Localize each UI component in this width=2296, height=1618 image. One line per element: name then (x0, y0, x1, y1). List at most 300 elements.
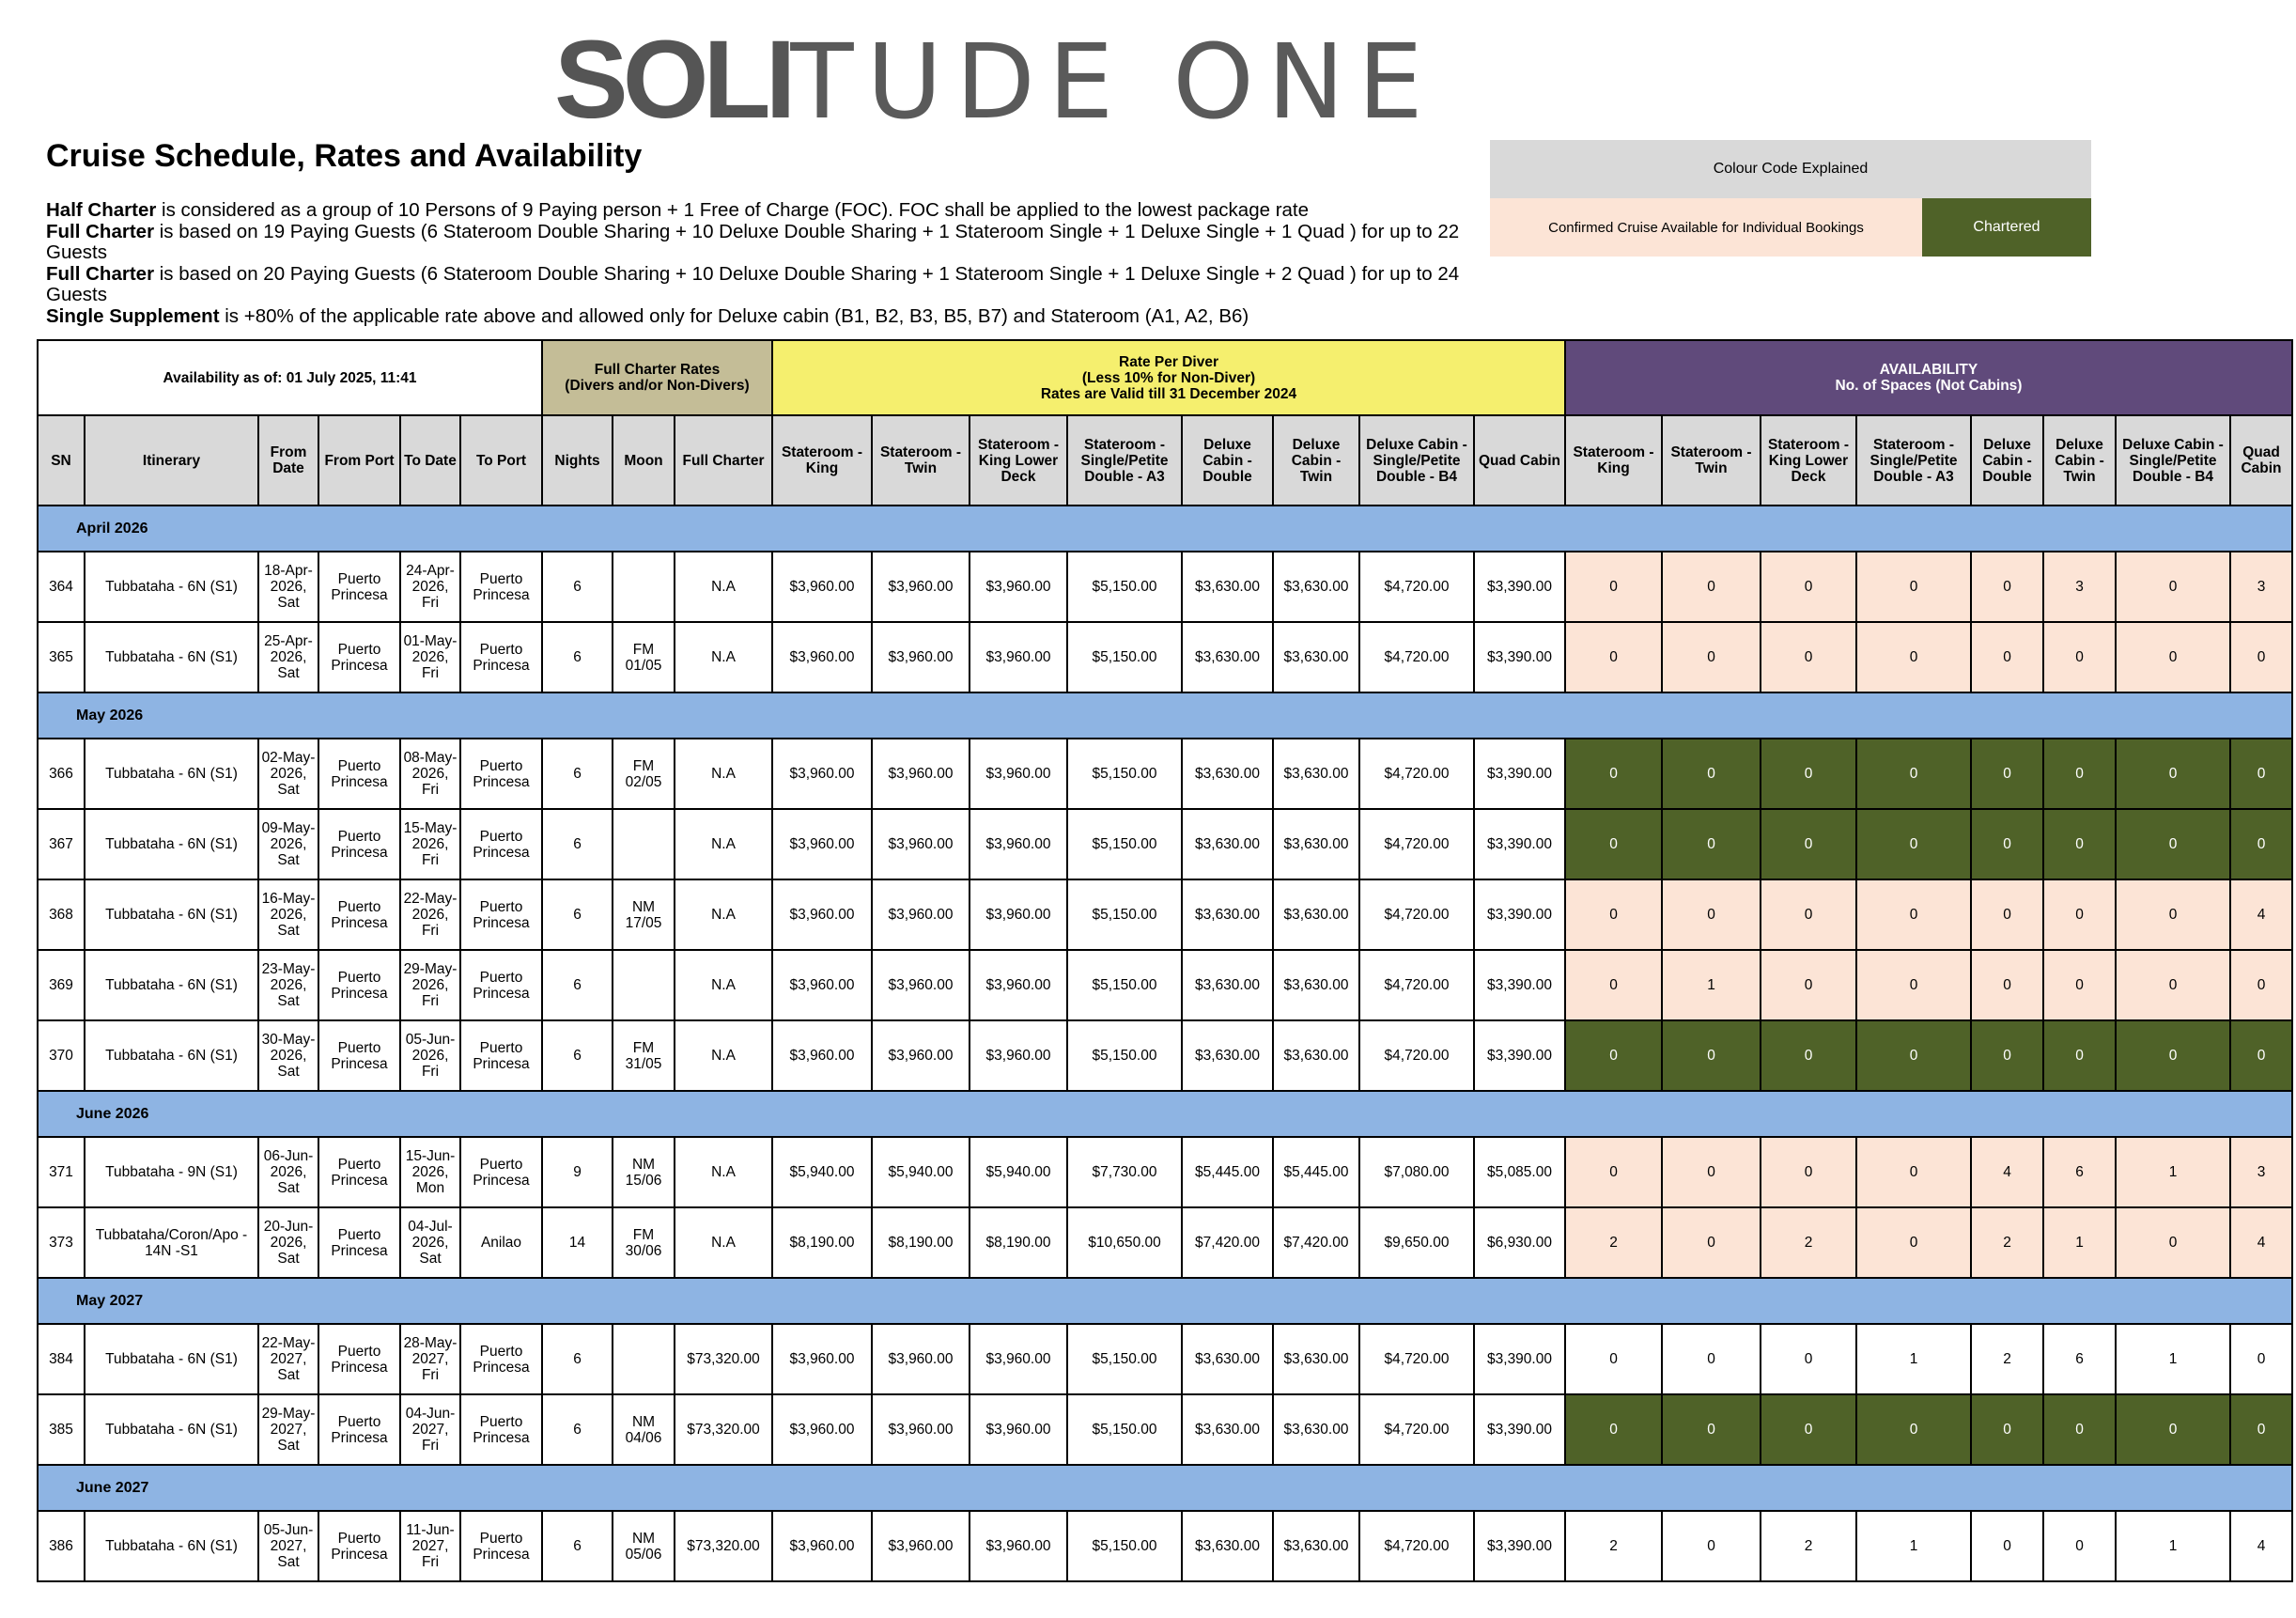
availability-cell: 0 (1971, 552, 2043, 622)
rate-cell: $3,960.00 (970, 950, 1067, 1020)
rate-cell: $3,960.00 (872, 1324, 970, 1394)
to-port: Puerto Princesa (460, 1020, 542, 1091)
table-row (38, 622, 2292, 692)
serial-number: 384 (38, 1324, 85, 1394)
column-header: Full Charter (675, 415, 772, 506)
rate-cell: $3,960.00 (772, 1020, 872, 1091)
rate-cell: $3,630.00 (1273, 552, 1359, 622)
availability-cell: 0 (2116, 1207, 2230, 1278)
availability-cell: 0 (2043, 1511, 2116, 1581)
itinerary: Tubbataha - 6N (S1) (85, 1394, 258, 1465)
rate-cell: $3,390.00 (1474, 552, 1565, 622)
itinerary: Tubbataha - 6N (S1) (85, 950, 258, 1020)
table-row (38, 1394, 2292, 1465)
column-header: From Date (258, 415, 318, 506)
rate-cell: $4,720.00 (1359, 1324, 1474, 1394)
from-date: 30-May-2026, Sat (258, 1020, 318, 1091)
itinerary: Tubbataha - 6N (S1) (85, 1324, 258, 1394)
colour-legend (1490, 140, 2091, 257)
availability-as-of: Availability as of: 01 July 2025, 11:41 (38, 340, 542, 415)
month-label: April 2026 (38, 506, 2292, 552)
availability-cell: 0 (2230, 739, 2292, 809)
table-column-header (38, 415, 2292, 506)
availability-cell: 0 (1761, 1324, 1856, 1394)
from-port: Puerto Princesa (318, 879, 400, 950)
rate-cell: $4,720.00 (1359, 1511, 1474, 1581)
rate-cell: $5,085.00 (1474, 1137, 1565, 1207)
rate-cell: $3,630.00 (1182, 552, 1273, 622)
rate-cell: $3,960.00 (970, 739, 1067, 809)
full-charter-rate: N.A (675, 879, 772, 950)
rate-cell: $3,960.00 (872, 622, 970, 692)
availability-cell: 4 (2230, 879, 2292, 950)
table-row (38, 950, 2292, 1020)
month-label: May 2026 (38, 692, 2292, 739)
note-text: is based on 19 Paying Guests (6 Stateroom Double Sharing + 10 Deluxe Double Sharing + 1 Stateroom Single + 1 Deluxe Single + 1 Quad ) for up to 22 Guests (46, 220, 1460, 263)
rate-cell: $4,720.00 (1359, 1394, 1474, 1465)
header-line: Full Charter Rates (594, 362, 721, 378)
availability-cell: 0 (1761, 809, 1856, 879)
rate-cell: $3,960.00 (772, 1511, 872, 1581)
availability-cell: 0 (1761, 1394, 1856, 1465)
serial-number: 371 (38, 1137, 85, 1207)
availability-cell: 1 (2116, 1324, 2230, 1394)
rate-cell: $3,390.00 (1474, 950, 1565, 1020)
serial-number: 364 (38, 552, 85, 622)
itinerary: Tubbataha - 6N (S1) (85, 1020, 258, 1091)
to-port: Puerto Princesa (460, 950, 542, 1020)
from-date: 02-May-2026, Sat (258, 739, 318, 809)
rate-cell: $3,390.00 (1474, 1324, 1565, 1394)
rate-cell: $3,630.00 (1182, 1511, 1273, 1581)
rate-cell: $3,960.00 (872, 809, 970, 879)
availability-cell: 2 (1761, 1207, 1856, 1278)
availability-cell: 4 (1971, 1137, 2043, 1207)
rate-cell: $3,960.00 (872, 1394, 970, 1465)
itinerary: Tubbataha - 6N (S1) (85, 552, 258, 622)
rate-cell: $3,960.00 (772, 950, 872, 1020)
nights: 6 (542, 950, 613, 1020)
column-header: To Date (400, 415, 460, 506)
column-header: Deluxe Cabin - Single/Petite Double - B4 (2116, 415, 2230, 506)
rate-cell: $3,960.00 (970, 622, 1067, 692)
from-port: Puerto Princesa (318, 1137, 400, 1207)
note-full-charter-19 (46, 222, 1474, 264)
from-date: 09-May-2026, Sat (258, 809, 318, 879)
availability-cell: 0 (2116, 950, 2230, 1020)
rate-cell: $5,150.00 (1067, 1020, 1182, 1091)
serial-number: 386 (38, 1511, 85, 1581)
note-term: Full Charter (46, 220, 155, 242)
table-row (38, 809, 2292, 879)
table-group-header (38, 340, 2292, 415)
nights: 6 (542, 1020, 613, 1091)
availability-cell: 0 (1856, 552, 1971, 622)
availability-cell: 0 (1971, 879, 2043, 950)
rate-cell: $5,445.00 (1182, 1137, 1273, 1207)
serial-number: 385 (38, 1394, 85, 1465)
availability-cell: 4 (2230, 1207, 2292, 1278)
rate-cell: $3,630.00 (1273, 809, 1359, 879)
header-line: AVAILABILITY (1879, 362, 1978, 378)
rate-cell: $5,150.00 (1067, 739, 1182, 809)
from-date: 23-May-2026, Sat (258, 950, 318, 1020)
moon-phase: NM 17/05 (613, 879, 675, 950)
to-port: Puerto Princesa (460, 739, 542, 809)
rate-cell: $3,390.00 (1474, 739, 1565, 809)
nights: 6 (542, 1324, 613, 1394)
to-date: 04-Jun-2027, Fri (400, 1394, 460, 1465)
itinerary: Tubbataha - 6N (S1) (85, 739, 258, 809)
rate-cell: $3,960.00 (970, 1394, 1067, 1465)
rate-cell: $5,150.00 (1067, 1394, 1182, 1465)
rate-cell: $3,630.00 (1273, 1511, 1359, 1581)
rate-cell: $5,150.00 (1067, 552, 1182, 622)
serial-number: 366 (38, 739, 85, 809)
availability-cell: 0 (1856, 1020, 1971, 1091)
legend-chartered: Chartered (1922, 198, 2091, 257)
nights: 6 (542, 1511, 613, 1581)
availability-cell: 0 (2043, 1394, 2116, 1465)
itinerary: Tubbataha - 9N (S1) (85, 1137, 258, 1207)
itinerary: Tubbataha - 6N (S1) (85, 809, 258, 879)
rate-cell: $3,630.00 (1182, 622, 1273, 692)
to-date: 01-May-2026, Fri (400, 622, 460, 692)
full-charter-rate: N.A (675, 552, 772, 622)
availability-cell: 0 (1971, 1511, 2043, 1581)
rate-cell: $5,940.00 (872, 1137, 970, 1207)
availability-cell: 0 (1856, 1137, 1971, 1207)
month-label: June 2027 (38, 1465, 2292, 1511)
availability-cell: 1 (2116, 1511, 2230, 1581)
availability-cell: 1 (1856, 1324, 1971, 1394)
availability-cell: 0 (2116, 1020, 2230, 1091)
moon-phase: FM 01/05 (613, 622, 675, 692)
note-text: is based on 20 Paying Guests (6 Stateroom Double Sharing + 10 Deluxe Double Sharing + 1 Stateroom Single + 1 Deluxe Single + 2 Quad ) for up to 24 Guests (46, 262, 1460, 305)
full-charter-rate: $73,320.00 (675, 1511, 772, 1581)
rate-cell: $4,720.00 (1359, 552, 1474, 622)
rate-cell: $3,630.00 (1273, 1324, 1359, 1394)
page-title: Cruise Schedule, Rates and Availability (46, 138, 643, 174)
month-row (38, 1278, 2292, 1324)
from-port: Puerto Princesa (318, 1207, 400, 1278)
availability-cell: 1 (2043, 1207, 2116, 1278)
availability-cell: 0 (1761, 1020, 1856, 1091)
nights: 6 (542, 1394, 613, 1465)
rate-cell: $3,960.00 (872, 1020, 970, 1091)
table-row (38, 1137, 2292, 1207)
serial-number: 368 (38, 879, 85, 950)
availability-cell: 3 (2230, 552, 2292, 622)
availability-cell: 0 (1971, 809, 2043, 879)
header-line: Rates are Valid till 31 December 2024 (1040, 385, 1297, 402)
availability-cell: 0 (1565, 1324, 1662, 1394)
rate-cell: $3,390.00 (1474, 879, 1565, 950)
availability-cell: 0 (2116, 879, 2230, 950)
table-row (38, 879, 2292, 950)
note-text: is considered as a group of 10 Persons of 9 Paying person + 1 Free of Charge (FOC). FOC shall be applied to the lowest package rate (156, 199, 1310, 221)
to-date: 05-Jun-2026, Fri (400, 1020, 460, 1091)
rate-cell: $3,630.00 (1273, 739, 1359, 809)
column-header: Stateroom - Twin (1662, 415, 1761, 506)
availability-cell: 0 (1565, 950, 1662, 1020)
column-header: From Port (318, 415, 400, 506)
rate-cell: $3,960.00 (772, 1324, 872, 1394)
logo-light: TUDE ONE (790, 22, 1436, 142)
availability-cell: 0 (2116, 1394, 2230, 1465)
rate-cell: $3,630.00 (1273, 622, 1359, 692)
rate-cell: $5,940.00 (772, 1137, 872, 1207)
rate-cell: $5,150.00 (1067, 879, 1182, 950)
brand-logo (554, 18, 1436, 142)
serial-number: 369 (38, 950, 85, 1020)
availability-cell: 6 (2043, 1324, 2116, 1394)
to-date: 24-Apr-2026, Fri (400, 552, 460, 622)
availability-cell: 0 (1856, 950, 1971, 1020)
moon-phase (613, 809, 675, 879)
schedule-table (37, 339, 2293, 1582)
availability-cell: 2 (1971, 1324, 2043, 1394)
rate-cell: $3,960.00 (872, 950, 970, 1020)
availability-cell: 0 (1662, 1137, 1761, 1207)
full-charter-rate: N.A (675, 1137, 772, 1207)
rate-cell: $9,650.00 (1359, 1207, 1474, 1278)
header-line: No. of Spaces (Not Cabins) (1835, 378, 2023, 394)
column-header: Nights (542, 415, 613, 506)
availability-cell: 0 (1565, 809, 1662, 879)
note-single-supplement (46, 306, 1474, 328)
availability-cell: 0 (1565, 739, 1662, 809)
table-row (38, 1511, 2292, 1581)
column-header: Deluxe Cabin - Double (1182, 415, 1273, 506)
availability-cell: 0 (1565, 1137, 1662, 1207)
from-port: Puerto Princesa (318, 1394, 400, 1465)
logo-bold: SOLI (554, 18, 791, 142)
availability-cell: 4 (2230, 1511, 2292, 1581)
table-row (38, 1324, 2292, 1394)
availability-cell: 0 (1856, 1394, 1971, 1465)
availability-cell: 0 (1856, 879, 1971, 950)
availability-cell: 0 (1761, 950, 1856, 1020)
rate-cell: $3,960.00 (772, 739, 872, 809)
availability-cell: 3 (2043, 552, 2116, 622)
to-port: Puerto Princesa (460, 622, 542, 692)
rate-cell: $8,190.00 (772, 1207, 872, 1278)
availability-cell: 0 (1565, 622, 1662, 692)
to-date: 08-May-2026, Fri (400, 739, 460, 809)
rate-cell: $3,960.00 (872, 1511, 970, 1581)
rate-cell: $3,630.00 (1182, 1324, 1273, 1394)
rate-cell: $3,960.00 (970, 1020, 1067, 1091)
itinerary: Tubbataha/Coron/Apo - 14N -S1 (85, 1207, 258, 1278)
availability-cell: 3 (2230, 1137, 2292, 1207)
availability-cell: 0 (1761, 552, 1856, 622)
to-port: Puerto Princesa (460, 1324, 542, 1394)
itinerary: Tubbataha - 6N (S1) (85, 622, 258, 692)
nights: 9 (542, 1137, 613, 1207)
from-port: Puerto Princesa (318, 622, 400, 692)
to-port: Puerto Princesa (460, 1511, 542, 1581)
availability-cell: 0 (1971, 622, 2043, 692)
rate-per-diver-header (772, 340, 1565, 415)
moon-phase: NM 15/06 (613, 1137, 675, 1207)
availability-cell: 0 (1662, 1020, 1761, 1091)
from-port: Puerto Princesa (318, 739, 400, 809)
rate-cell: $3,630.00 (1182, 950, 1273, 1020)
column-header: Itinerary (85, 415, 258, 506)
from-port: Puerto Princesa (318, 809, 400, 879)
rate-cell: $3,960.00 (772, 622, 872, 692)
rate-cell: $3,630.00 (1273, 1394, 1359, 1465)
column-header: Stateroom - King Lower Deck (1761, 415, 1856, 506)
rate-cell: $3,630.00 (1273, 879, 1359, 950)
column-header: SN (38, 415, 85, 506)
charter-notes (46, 200, 1474, 327)
availability-cell: 0 (1662, 622, 1761, 692)
to-date: 28-May-2027, Fri (400, 1324, 460, 1394)
availability-cell: 0 (1662, 739, 1761, 809)
rate-cell: $3,630.00 (1182, 879, 1273, 950)
column-header: Stateroom - Single/Petite Double - A3 (1856, 415, 1971, 506)
moon-phase: FM 02/05 (613, 739, 675, 809)
from-port: Puerto Princesa (318, 950, 400, 1020)
to-port: Puerto Princesa (460, 879, 542, 950)
table-row (38, 1207, 2292, 1278)
legend-header: Colour Code Explained (1490, 140, 2091, 198)
availability-cell: 0 (1662, 1324, 1761, 1394)
availability-header (1565, 340, 2292, 415)
availability-cell: 0 (1856, 809, 1971, 879)
availability-cell: 0 (2230, 809, 2292, 879)
full-charter-rate: N.A (675, 1207, 772, 1278)
availability-cell: 0 (2043, 809, 2116, 879)
availability-cell: 1 (1856, 1511, 1971, 1581)
availability-cell: 0 (1971, 950, 2043, 1020)
rate-cell: $3,390.00 (1474, 1020, 1565, 1091)
availability-cell: 0 (2043, 622, 2116, 692)
availability-cell: 0 (1761, 622, 1856, 692)
column-header: Quad Cabin (2230, 415, 2292, 506)
rate-cell: $7,080.00 (1359, 1137, 1474, 1207)
moon-phase: NM 04/06 (613, 1394, 675, 1465)
availability-cell: 0 (2116, 552, 2230, 622)
rate-cell: $4,720.00 (1359, 739, 1474, 809)
full-charter-rate: N.A (675, 622, 772, 692)
column-header: Quad Cabin (1474, 415, 1565, 506)
header-line: (Less 10% for Non-Diver) (1081, 369, 1256, 386)
table-row (38, 552, 2292, 622)
to-date: 15-Jun-2026, Mon (400, 1137, 460, 1207)
from-date: 18-Apr-2026, Sat (258, 552, 318, 622)
availability-cell: 2 (1565, 1207, 1662, 1278)
full-charter-rates-header (542, 340, 772, 415)
to-date: 15-May-2026, Fri (400, 809, 460, 879)
to-port: Puerto Princesa (460, 809, 542, 879)
availability-cell: 0 (2116, 809, 2230, 879)
moon-phase: NM 05/06 (613, 1511, 675, 1581)
nights: 6 (542, 739, 613, 809)
rate-cell: $5,150.00 (1067, 950, 1182, 1020)
serial-number: 373 (38, 1207, 85, 1278)
full-charter-rate: N.A (675, 1020, 772, 1091)
rate-cell: $3,960.00 (772, 809, 872, 879)
from-date: 16-May-2026, Sat (258, 879, 318, 950)
moon-phase (613, 1324, 675, 1394)
availability-cell: 0 (1662, 1394, 1761, 1465)
itinerary: Tubbataha - 6N (S1) (85, 879, 258, 950)
rate-cell: $3,630.00 (1273, 1020, 1359, 1091)
availability-cell: 2 (1761, 1511, 1856, 1581)
availability-cell: 0 (1565, 1394, 1662, 1465)
rate-cell: $3,960.00 (772, 552, 872, 622)
rate-cell: $4,720.00 (1359, 622, 1474, 692)
rate-cell: $8,190.00 (872, 1207, 970, 1278)
header-line: Rate Per Diver (1119, 353, 1218, 370)
rate-cell: $4,720.00 (1359, 809, 1474, 879)
rate-cell: $3,630.00 (1273, 950, 1359, 1020)
rate-cell: $7,730.00 (1067, 1137, 1182, 1207)
month-row (38, 506, 2292, 552)
availability-cell: 0 (1761, 879, 1856, 950)
full-charter-rate: $73,320.00 (675, 1324, 772, 1394)
column-header: Deluxe Cabin - Single/Petite Double - B4 (1359, 415, 1474, 506)
rate-cell: $5,445.00 (1273, 1137, 1359, 1207)
rate-cell: $3,630.00 (1182, 739, 1273, 809)
rate-cell: $10,650.00 (1067, 1207, 1182, 1278)
to-port: Puerto Princesa (460, 1394, 542, 1465)
availability-cell: 0 (2230, 1324, 2292, 1394)
rate-cell: $3,960.00 (772, 1394, 872, 1465)
rate-cell: $3,630.00 (1182, 1394, 1273, 1465)
availability-cell: 0 (1971, 1020, 2043, 1091)
availability-cell: 0 (2043, 950, 2116, 1020)
rate-cell: $8,190.00 (970, 1207, 1067, 1278)
moon-phase (613, 950, 675, 1020)
column-header: Stateroom - King Lower Deck (970, 415, 1067, 506)
availability-cell: 0 (1662, 879, 1761, 950)
from-date: 06-Jun-2026, Sat (258, 1137, 318, 1207)
to-date: 11-Jun-2027, Fri (400, 1511, 460, 1581)
availability-cell: 0 (1565, 1020, 1662, 1091)
rate-cell: $3,960.00 (970, 1511, 1067, 1581)
availability-cell: 0 (1662, 1511, 1761, 1581)
month-row (38, 692, 2292, 739)
to-date: 29-May-2026, Fri (400, 950, 460, 1020)
availability-cell: 0 (2230, 1020, 2292, 1091)
rate-cell: $3,390.00 (1474, 622, 1565, 692)
note-term: Full Charter (46, 262, 155, 285)
rate-cell: $4,720.00 (1359, 879, 1474, 950)
serial-number: 370 (38, 1020, 85, 1091)
availability-cell: 0 (2230, 1394, 2292, 1465)
rate-cell: $5,150.00 (1067, 1511, 1182, 1581)
availability-cell: 0 (1761, 739, 1856, 809)
rate-cell: $3,960.00 (872, 552, 970, 622)
availability-cell: 2 (1971, 1207, 2043, 1278)
note-text: is +80% of the applicable rate above and allowed only for Deluxe cabin (B1, B2, B3, B5, B7) and Stateroom (A1, A2, B6) (219, 304, 1249, 327)
rate-cell: $5,150.00 (1067, 622, 1182, 692)
availability-cell: 0 (1761, 1137, 1856, 1207)
rate-cell: $3,960.00 (970, 809, 1067, 879)
table-row (38, 1020, 2292, 1091)
rate-cell: $3,960.00 (872, 739, 970, 809)
from-port: Puerto Princesa (318, 1324, 400, 1394)
availability-cell: 0 (1856, 622, 1971, 692)
from-port: Puerto Princesa (318, 552, 400, 622)
month-row (38, 1465, 2292, 1511)
column-header: Stateroom - King (772, 415, 872, 506)
note-half-charter (46, 200, 1474, 222)
